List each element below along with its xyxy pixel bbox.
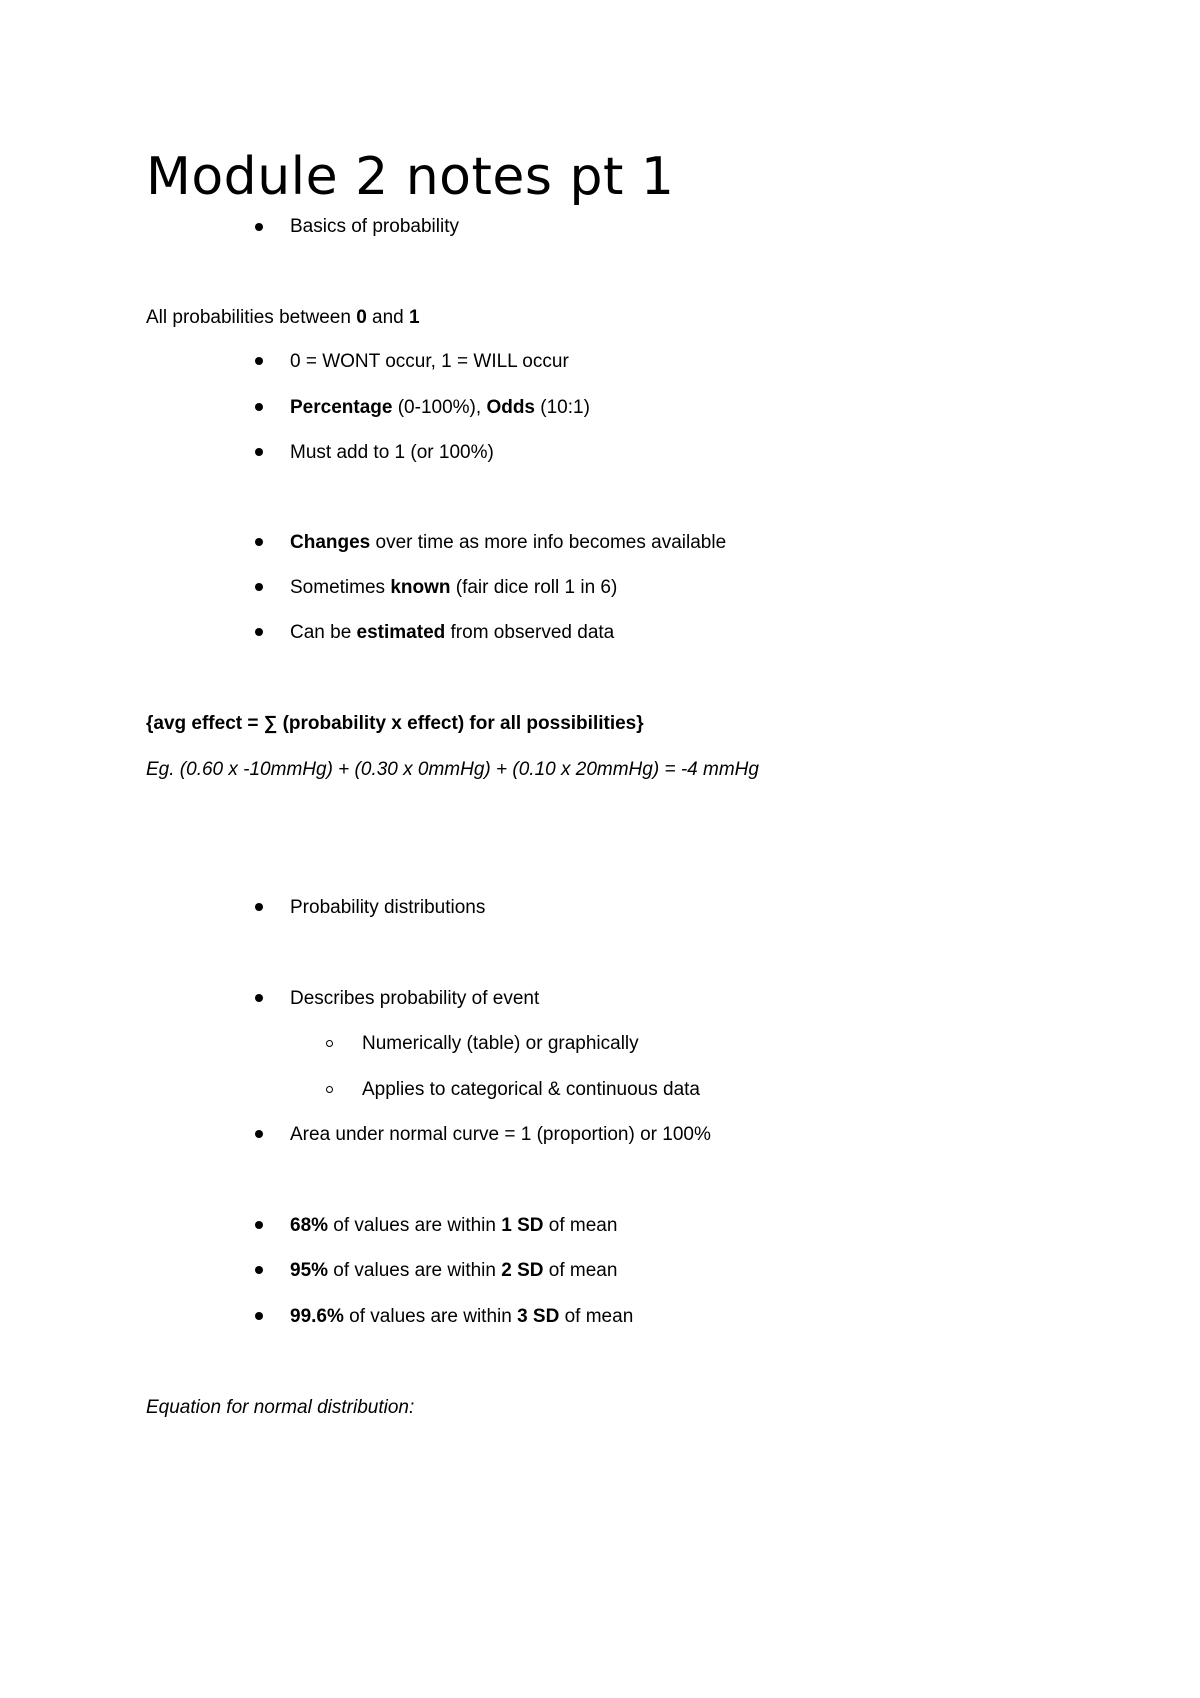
- sd-3-end: of mean: [559, 1306, 634, 1327]
- page-title: Module 2 notes pt 1: [146, 147, 675, 207]
- bullet-basics: Basics of probability: [290, 216, 459, 237]
- sub-item-numerically: Numerically (table) or graphically: [362, 1033, 639, 1054]
- sd-2-end: of mean: [543, 1260, 618, 1281]
- bullet-sd-2: [290, 1259, 617, 1283]
- bullet-icon: [255, 903, 263, 911]
- bullet-icon: [255, 357, 263, 365]
- range-and: and: [366, 307, 410, 328]
- range-line: [146, 306, 420, 330]
- bullet-estimated: [290, 621, 614, 645]
- estimated-label: estimated: [356, 622, 446, 643]
- changes-label: Changes: [290, 532, 371, 553]
- avg-effect-formula: {avg effect = ∑ (probability x effect) for all possibilities}: [146, 713, 644, 734]
- bullet-icon: [255, 1130, 263, 1138]
- bullet-area: Area under normal curve = 1 (proportion) or 100%: [290, 1124, 711, 1145]
- sd-1-value: 1 SD: [501, 1215, 544, 1236]
- bullet-icon: [255, 448, 263, 456]
- sd-2-text: of values are within: [328, 1260, 502, 1281]
- bullet-icon: [255, 1221, 263, 1229]
- bullet-icon: [255, 223, 263, 231]
- bullet-percentage-odds: [290, 396, 590, 420]
- bullet-describes: Describes probability of event: [290, 988, 540, 1009]
- range-zero: 0: [356, 307, 367, 328]
- estimated-pre: Can be: [290, 622, 357, 643]
- odds-label: Odds: [486, 397, 535, 418]
- known-pre: Sometimes: [290, 577, 391, 598]
- bullet-changes: [290, 531, 726, 555]
- bullet-icon: [255, 403, 263, 411]
- odds-example: (10:1): [535, 397, 590, 418]
- equation-label: Equation for normal distribution:: [146, 1397, 415, 1418]
- bullet-icon: [255, 628, 263, 636]
- bullet-icon: [255, 1312, 263, 1320]
- range-one: 1: [409, 307, 420, 328]
- bullet-distributions: Probability distributions: [290, 897, 486, 918]
- sd-3-text: of values are within: [343, 1306, 518, 1327]
- sd-1-percent: 68%: [290, 1215, 329, 1236]
- bullet-wont-will: 0 = WONT occur, 1 = WILL occur: [290, 351, 569, 372]
- sd-2-value: 2 SD: [501, 1260, 544, 1281]
- range-text: All probabilities between: [146, 307, 357, 328]
- known-label: known: [390, 577, 451, 598]
- bullet-sd-1: [290, 1214, 617, 1238]
- sd-3-value: 3 SD: [517, 1306, 560, 1327]
- estimated-text: from observed data: [445, 622, 615, 643]
- bullet-add-to-one: Must add to 1 (or 100%): [290, 442, 494, 463]
- percentage-label: Percentage: [290, 397, 393, 418]
- bullet-known: [290, 576, 617, 600]
- sd-1-text: of values are within: [328, 1215, 502, 1236]
- sub-item-applies: Applies to categorical & continuous data: [362, 1079, 700, 1100]
- percentage-range: (0-100%),: [392, 397, 487, 418]
- bullet-icon: [255, 994, 263, 1002]
- sd-1-end: of mean: [543, 1215, 618, 1236]
- sd-2-percent: 95%: [290, 1260, 329, 1281]
- bullet-icon: [255, 583, 263, 591]
- sd-3-percent: 99.6%: [290, 1306, 344, 1327]
- sub-bullet-icon: [326, 1086, 333, 1093]
- bullet-icon: [255, 1266, 263, 1274]
- bullet-sd-3: [290, 1305, 633, 1329]
- changes-text: over time as more info becomes available: [370, 532, 727, 553]
- bullet-icon: [255, 538, 263, 546]
- known-text: (fair dice roll 1 in 6): [450, 577, 618, 598]
- example-calculation: Eg. (0.60 x -10mmHg) + (0.30 x 0mmHg) + (0.10 x 20mmHg) = -4 mmHg: [146, 759, 759, 780]
- sub-bullet-icon: [326, 1040, 333, 1047]
